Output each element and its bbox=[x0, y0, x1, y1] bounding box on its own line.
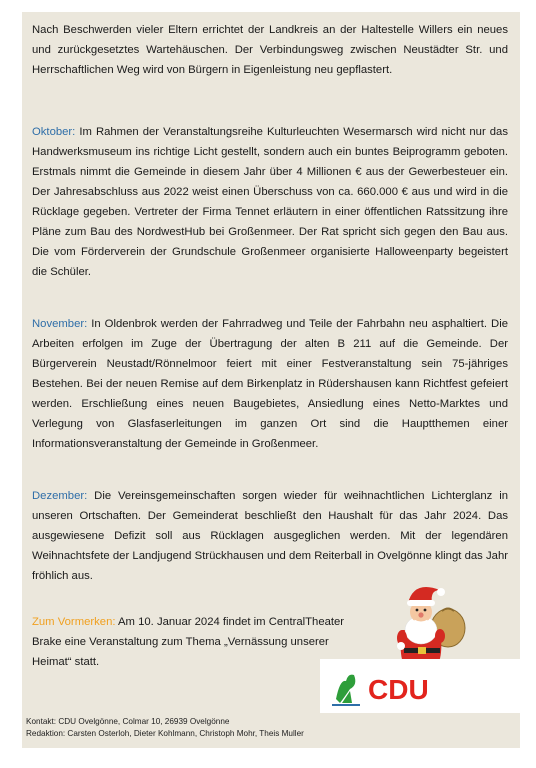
dezember-paragraph bbox=[32, 486, 508, 586]
dezember-text: Die Vereinsgemeinschaften sorgen wieder für weihnachtlichen Lichterglanz in unseren Ortschaften. Der Gemeinderat beschließt den Haushalt für das Jahr 2024. Das ausgewiesene Defizit soll aus Rücklagen ausgeglichen werden. Mit der legendären Weihnachtsfete der Landjugend Strückhausen und dem Reiterball in Ovelgönne klingt das Jahr fröhlich aus. bbox=[32, 490, 508, 582]
oktober-label: Oktober: bbox=[32, 126, 76, 138]
dezember-label: Dezember: bbox=[32, 490, 88, 502]
footer-redaktion: Redaktion: Carsten Osterloh, Dieter Kohlmann, Christoph Mohr, Theis Muller bbox=[26, 729, 304, 738]
vormerken-text: Am 10. Januar 2024 findet im CentralTheater Brake eine Veranstaltung zum Thema „Vernässung unserer Heimat“ statt. bbox=[32, 616, 345, 668]
footer bbox=[26, 716, 304, 740]
cdu-logo bbox=[320, 659, 520, 713]
november-text: In Oldenbrok werden der Fahrradweg und Teile der Fahrbahn neu asphaltiert. Die Arbeiten erfolgen im Zuge der Übertragung der alten B 211 auf die Gemeinde. Der Bürgerverein Neustadt/Rönnelmoor feiert mit einer Festveranstaltung sein 75-jähriges Bestehen. Bei der neuen Remise auf dem Birkenplatz in Rüdershausen kann Richtfest gefeiert werden. Erschließung eines neuen Baugebietes, Ansiedlung eines Netto-Marktes und Verlegung von Glasfaserleitungen im ganzen Ort sind die Hauptthemen einer Informationsveranstaltung der Gemeinde in Großenmeer. bbox=[32, 318, 508, 450]
november-label: November: bbox=[32, 318, 88, 330]
newsletter-panel bbox=[22, 12, 520, 748]
vormerken-label: Zum Vormerken: bbox=[32, 616, 116, 628]
intro-paragraph bbox=[32, 20, 508, 80]
cdu-logo-mark bbox=[320, 659, 520, 713]
footer-kontakt: Kontakt: CDU Ovelgönne, Colmar 10, 26939 Ovelgönne bbox=[26, 717, 230, 726]
intro-text: Nach Beschwerden vieler Eltern errichtet der Landkreis an der Haltestelle Willers ein neues und zurückgesetztes Wartehäuschen. Der Verbindungsweg zwischen Neustädter Str. und Herrschaftlichen Weg wird von Bürgern in Eigenleistung neu gepflastert. bbox=[32, 24, 508, 76]
cdu-logo-text: CDU bbox=[368, 674, 429, 705]
vormerken-paragraph bbox=[32, 612, 362, 672]
november-paragraph bbox=[32, 314, 508, 454]
oktober-text: Im Rahmen der Veranstaltungsreihe Kulturleuchten Wesermarsch wird nicht nur das Handwerksmuseum ins richtige Licht gestellt, sondern auch ein buntes Beiprogramm geboten. Erstmals nimmt die Gemeinde in diesem Jahr über 4 Millionen € aus der Gewerbesteuer ein. Der Jahresabschluss aus 2022 weist einen Überschuss von ca. 660.000 € aus und wird in die Rücklage gegeben. Vertreter der Firma Tennet erläutern in einer öffentlichen Ratssitzung ihre Pläne zum Bau des NordwestHub bei Großenmeer. Der Rat spricht sich gegen den Bau aus. Die vom Förderverein der Grundschule Großenmeer organisierte Halloweenparty begeistert die Schüler. bbox=[32, 126, 508, 278]
oktober-paragraph bbox=[32, 122, 508, 282]
